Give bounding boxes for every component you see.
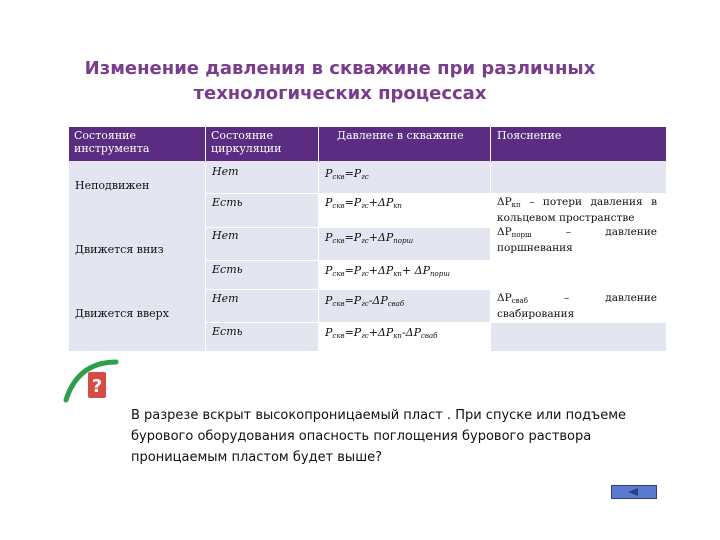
explanation-swab-text: – давление свабирования — [497, 292, 657, 320]
grid-line — [490, 127, 491, 351]
expl-row-1-bg — [491, 161, 666, 193]
formula-up-no-circ: $P_{скв}=P_{гс}-\Delta P_{сваб}$ — [325, 294, 405, 308]
header-tool-state: Состояние инструмента — [69, 127, 205, 161]
header-circulation-state: Состояние циркуляции — [206, 127, 318, 161]
grid-line — [205, 127, 206, 351]
question-mark-glyph: ? — [91, 376, 103, 397]
grid-line — [206, 193, 666, 194]
circulation-cell: Есть — [212, 325, 243, 338]
pressure-table — [69, 127, 666, 351]
circulation-cell: Нет — [212, 165, 239, 178]
formula-static: $P_{скв}=P_{гс}$ — [325, 167, 369, 181]
header-well-pressure: Давление в скважине — [319, 127, 490, 161]
grid-line — [318, 127, 319, 351]
grid-line — [206, 227, 490, 228]
state-moving-up: Движется вверх — [75, 307, 169, 320]
circulation-cell: Есть — [212, 263, 243, 276]
question-graphic — [58, 356, 124, 404]
header-explanation: Пояснение — [491, 127, 666, 161]
grid-line — [206, 260, 666, 261]
formula-down-circ: $P_{скв}=P_{гс}+\Delta P_{кп}+ \Delta P_{порш}$ — [325, 264, 450, 278]
circulation-cell: Есть — [212, 196, 243, 209]
formula-down-no-circ: $P_{скв}=P_{гс}+\Delta P_{порш}$ — [325, 231, 414, 245]
slide-title-line-1: Изменение давления в скважине при различных — [84, 58, 596, 79]
explanation-annulus-loss: $\Delta P_{кп}$ – потери давления в кольцевом пространстве — [497, 196, 657, 224]
circulation-cell: Нет — [212, 292, 239, 305]
circulation-cell: Нет — [212, 229, 239, 242]
slide-title-line-2: технологических процессах — [193, 83, 487, 104]
explanation-annulus-loss-text: – потери давления в кольцевом пространстве — [497, 196, 657, 224]
state-stationary: Неподвижен — [75, 179, 150, 192]
expl-row-4-bg — [491, 260, 666, 289]
question-text: В разрезе вскрыт высокопроницаемый пласт . При спуске или подъеме бурового оборудования опасность поглощения бурового раствора проницаемым пластом будет выше? — [131, 408, 627, 465]
grid-line — [206, 322, 666, 323]
slide-title — [40, 56, 640, 106]
explanation-surge-text: – давление поршневания — [497, 226, 657, 254]
back-arrow-button[interactable] — [611, 485, 657, 499]
expl-row-6-bg — [491, 322, 666, 351]
explanation-surge: $\Delta P_{порш}$ – давление поршневания — [497, 226, 657, 254]
formula-up-circ: $P_{скв}=P_{гс}+\Delta P_{кп}-\Delta P_{сваб}$ — [325, 326, 438, 340]
grid-line — [206, 289, 666, 290]
explanation-swab: $\Delta P_{сваб}$ – давление свабирования — [497, 292, 657, 320]
formula-circulation: $P_{скв}=P_{гс}+\Delta P_{кп}$ — [325, 196, 402, 210]
state-moving-down: Движется вниз — [75, 243, 164, 256]
